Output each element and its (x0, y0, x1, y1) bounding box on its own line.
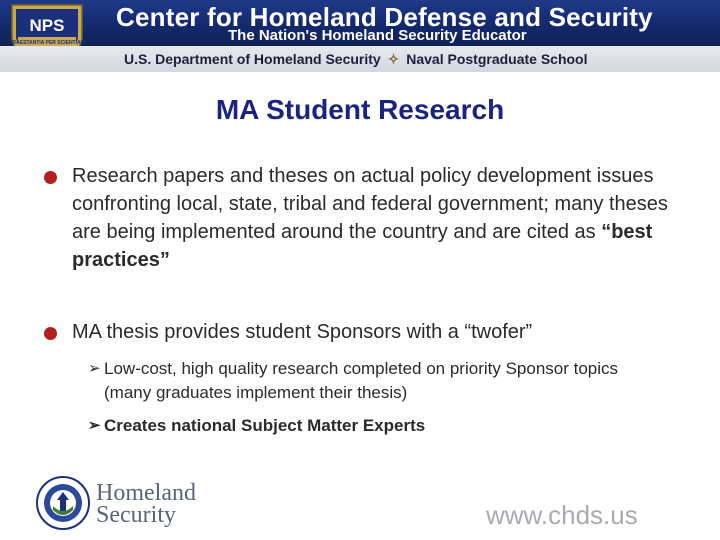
banner-subtitle: The Nation's Homeland Security Educator (228, 27, 527, 44)
subbullet-text: Low-cost, high quality research completed on priority Sponsor topics (many graduates implement their thesis) (104, 359, 619, 402)
nps-logo-motto: PRAESTANTIA PER SCIENTIAM (9, 40, 85, 46)
subbullet-experts (88, 414, 664, 438)
bullet-research-papers (72, 162, 682, 274)
header-banner (0, 0, 720, 46)
slide-title: MA Student Research (215, 94, 505, 125)
bullet-text: Research papers and theses on actual policy development issues confronting local, state, tribal and federal government; many theses are being implemented around the country and are cited as (72, 165, 668, 243)
arrow-bullet-icon: ➢ (88, 360, 101, 377)
bullet-text: MA thesis provides student Sponsors with a “twofer” (72, 321, 533, 343)
affiliation-bar (0, 46, 720, 72)
nps-logo-text: NPS (29, 16, 65, 35)
bullet-ma-thesis (72, 318, 682, 346)
subbullet-text: Creates national Subject Matter Experts (104, 416, 426, 435)
bullet-dot-icon (44, 327, 57, 340)
dhs-seal-icon (36, 476, 90, 530)
bullet-emphasis: “best practices” (72, 221, 653, 271)
affiliation-text (124, 51, 588, 68)
banner-title: Center for Homeland Defense and Security (116, 2, 653, 32)
website-url: www.chds.us (486, 500, 638, 530)
arrow-bullet-icon: ➢ (88, 417, 101, 434)
affiliation-separator: ✧ (387, 51, 400, 67)
dhs-wordmark-line1: Homeland (96, 480, 196, 506)
affiliation-nps: Naval Postgraduate School (406, 51, 588, 67)
bullet-dot-icon (44, 171, 57, 184)
affiliation-dhs: U.S. Department of Homeland Security (124, 51, 381, 67)
dhs-wordmark-line2: Security (96, 502, 176, 528)
subbullet-low-cost (88, 357, 664, 405)
